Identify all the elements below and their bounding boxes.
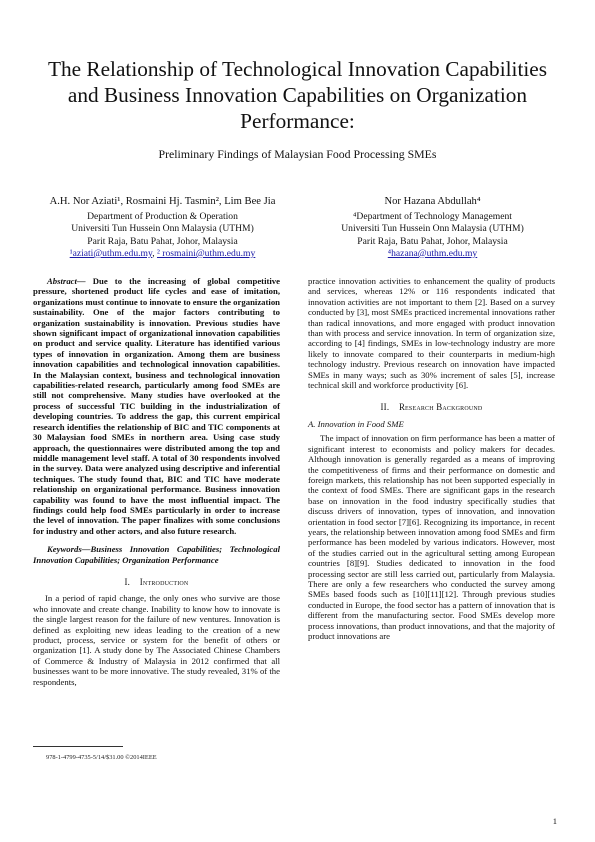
section-title: Research Background (398, 402, 483, 413)
author-emails (30, 248, 295, 260)
continuation-paragraph: practice innovation activities to enhancement the quality of products and services, whereas 12% or 116 respondents indicated that innovation activities are not important to them [2]. Based on a survey conducted by [3], most SMEs practiced incremental innovations rather than radical innovations, and more engaged with product innovation than with process and service innovation. In term of organization size, according to [4] findings, SMEs in low-technology industry are more likely to innovate compared to their counterparts in medium-high technology industry. Previous research on innovation have impacted SMEs in many ways; such as 30% increment of sales [5], increase technical skill and workforce productivity [6]. (308, 276, 555, 391)
email-separator: , (152, 247, 157, 259)
right-column (308, 276, 555, 641)
author-names: Nor Hazana Abdullah⁴ (384, 196, 481, 207)
abstract-body: Due to the increasing of global competitive pressure, shortened product life cycles and ease of imitation, organizations must continue to innovate to ensure the organization sustainability. One of the major factors contributing to organization sustainability is innovation. Previous studies have shown significant impact of organizational innovation capabilities on product and service quality. Literature has identified various types of innovation in organization. Among them are business innovation capabilities and technological innovation capabilities. In the Malaysian context, business and technological innovation capabilities-related research, particularly among food SMEs are still not comprehensive. Many studies have overlooked at the process of successful TIC building in the industrialization of developing countries. To address the gap, this current empirical research identifies the relationship of BIC and TIC components at 30 Malaysian food SMEs in northern area. Using case study approach, the questionnaires were distributed among the top and middle management level staff. A total of 30 respondents involved in the survey. Data were analyzed using descriptive and inferential techniques. The study found that, BIC and TIC have moderate relationship on organizational performance. Business innovation capability was found to have the most influential impact. The findings could help food SMEs particularly in order to increase the level of innovation. The paper finalizes with some conclusions for industry and other actors, and also future research. (33, 276, 280, 536)
section-title: Introduction (139, 576, 189, 587)
section-heading-research-background (308, 402, 555, 412)
page-number: 1 (552, 816, 557, 826)
author-block-right (300, 196, 565, 260)
introduction-paragraph: In a period of rapid change, the only ones who survive are those who innovate and create change. Inability to know how to innovate is the single largest reason for the failure of new ventures. Innovation is defined as exploiting new ideas leading to the creation of a new product, process, service or system for the benefit of others or organization [1]. A study done by The Associated Chinese Chambers of Commerce & Industry of Malaysia in 2012 confirmed that all businesses want to be more innovative. The study revealed, 31% of the respondents, (33, 593, 280, 687)
section-number: I. (124, 576, 131, 587)
author-department: ⁴Department of Technology Management (353, 211, 512, 223)
author-block-left (30, 196, 295, 260)
abstract-lead: Abstract— (47, 276, 86, 286)
body-paragraph: The impact of innovation on firm performance has been a matter of significant interest to economists and policy makers for decades. Although innovation is generally regarded as a means of improving the competitiveness of firms and their performance on domestic and foreign markets, this relationship has not been supported especially in the context of food SMEs. There are significant gaps in the research base on innovation in the food industry specifically studies that discuss drivers of innovation, types of innovation, and innovation orientation in food sector [7][6]. Recognizing its importance, in recent years, the relationship between innovation among food SMEs and firm performance has been modeled by various indicators. However, most of the studies carried out in the agricultural setting among European countries [8][9]. Studies dedicated to innovation in the food processing sector are still less carried out, particularly from Malaysia. There are only a few researchers who conducted the survey among SMEs based foods such as [10][11][12]. Through previous studies conducted in Europe, the food sector has a pattern of innovation that is different from the manufacturing sector. Food SMEs develop more process innovations, than product innovations, and that the majority of product innovations are (308, 433, 555, 641)
author-department: Department of Production & Operation (87, 211, 238, 223)
email-link-hazana[interactable]: ⁴hazana@uthm.edu.my (387, 247, 478, 259)
email-link-aziati[interactable]: ¹aziati@uthm.edu.my (69, 247, 153, 259)
subsection-heading: A. Innovation in Food SME (308, 418, 404, 429)
email-link-rosmaini[interactable]: ² rosmaini@uthm.edu.my (156, 247, 256, 259)
paper-subtitle: Preliminary Findings of Malaysian Food Processing SMEs (158, 147, 437, 161)
author-names: A.H. Nor Aziati¹, Rosmaini Hj. Tasmin², Lim Bee Jia (49, 196, 276, 207)
section-heading-introduction (33, 577, 280, 587)
paper-title: The Relationship of Technological Innovation Capabilities and Business Innovation Capabilities on Organization Performance: (47, 57, 548, 133)
left-column (33, 276, 280, 687)
author-address: Parit Raja, Batu Pahat, Johor, Malaysia (357, 235, 508, 247)
author-address: Parit Raja, Batu Pahat, Johor, Malaysia (87, 235, 238, 247)
copyright-footnote: 978-1-4799-4735-5/14/$31.00 ©2014IEEE (46, 754, 157, 761)
author-university: Universiti Tun Hussein Onn Malaysia (UTHM) (71, 223, 254, 235)
section-number: II. (380, 402, 390, 413)
author-university: Universiti Tun Hussein Onn Malaysia (UTHM) (341, 223, 524, 235)
footnote-divider (33, 746, 123, 747)
keywords: Keywords—Business Innovation Capabilities; Technological Innovation Capabilities; Organization Performance (33, 544, 280, 565)
abstract (33, 276, 280, 536)
